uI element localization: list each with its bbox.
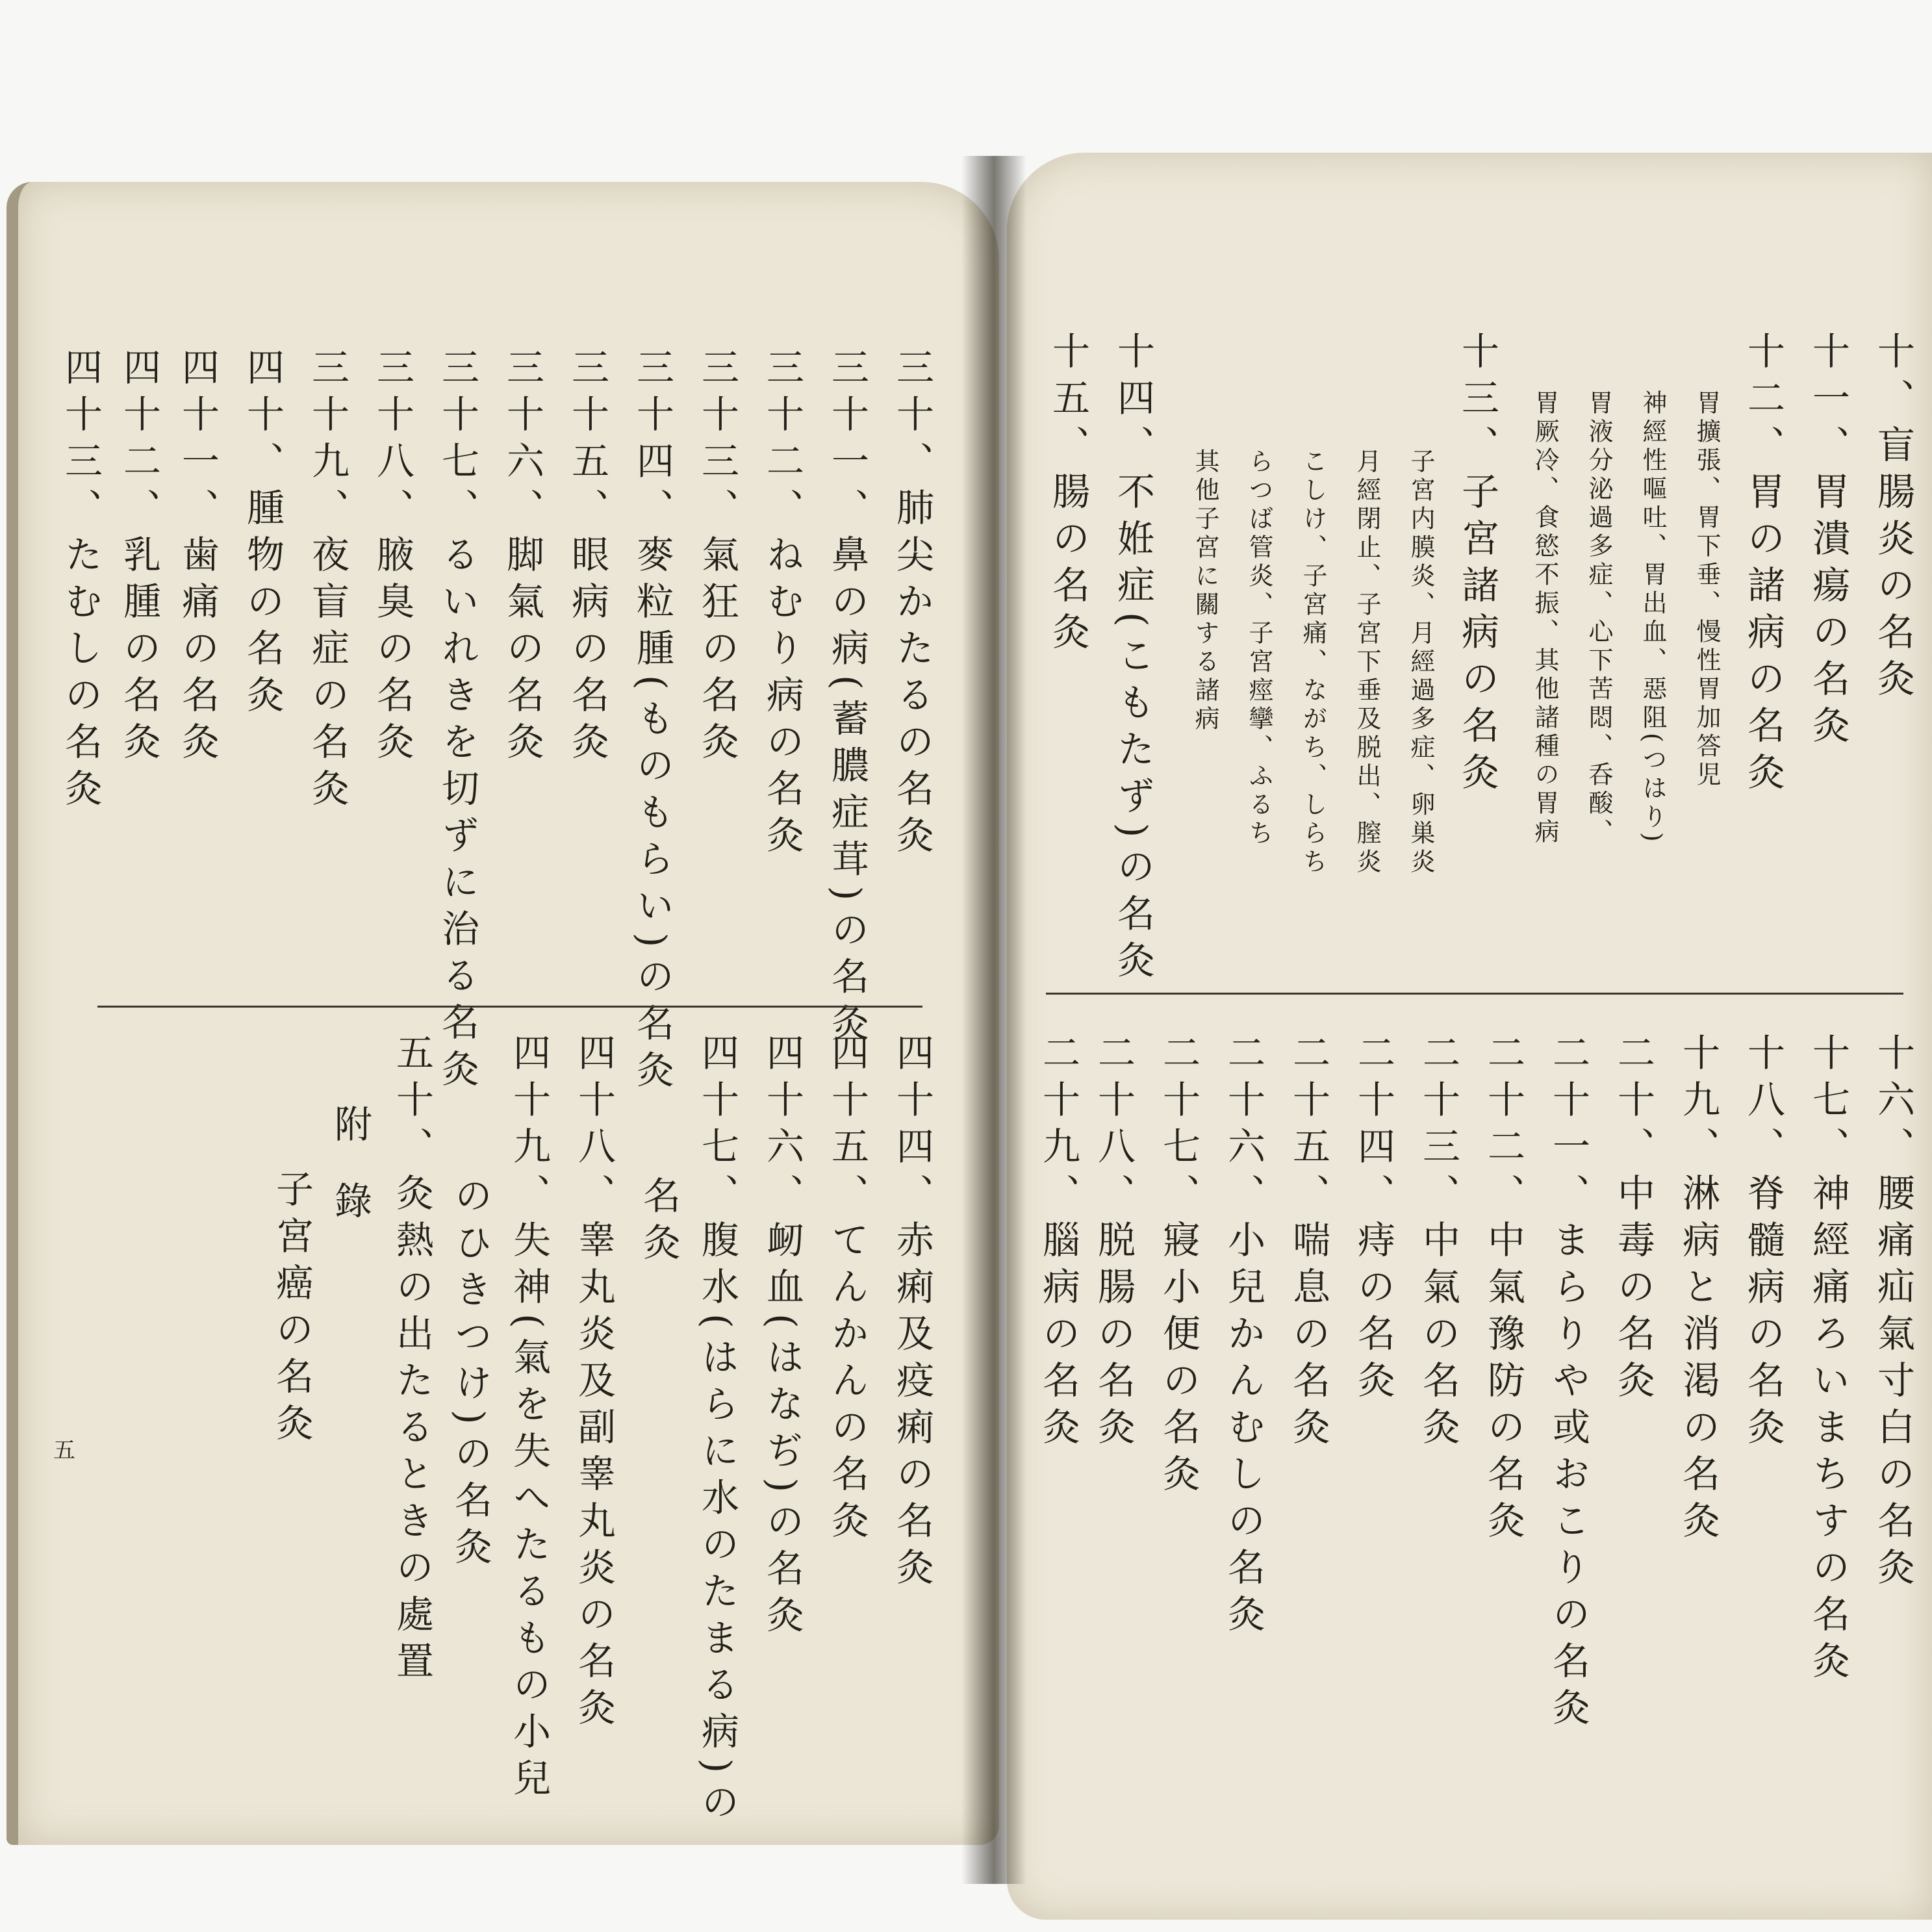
entry-line: 四十三、たむしの名灸 <box>58 348 103 815</box>
entry-line: 三十二、ねむり病の名灸 <box>760 348 804 862</box>
entry-line: 四十一、歯痛の名灸 <box>175 348 220 769</box>
section-divider <box>1046 993 1903 995</box>
entry-line: 二十一、まらりや或おこりの名灸 <box>1546 1033 1590 1735</box>
entry-line: 十二、胃の諸病の名灸 <box>1741 331 1785 799</box>
sub-entry-line: 胃厥冷、食慾不振、其他諸種の胃病 <box>1531 390 1559 847</box>
entry-line: 名灸 <box>637 1176 681 1269</box>
entry-line: 三十六、脚氣の名灸 <box>500 348 544 769</box>
entry-line: 三十九、夜盲症の名灸 <box>305 348 350 815</box>
entry-line: のひきつけ)の名灸 <box>448 1176 492 1574</box>
sub-entry-line: 其他子宮に關する諸病 <box>1191 448 1219 734</box>
entry-line: 二十九、腦病の名灸 <box>1036 1033 1080 1454</box>
entry-line: 十六、腰痛疝氣寸白の名灸 <box>1871 1033 1915 1594</box>
entry-line: 三十四、麥粒腫(ものもらい)の名灸 <box>630 348 674 1097</box>
sub-entry-line: らつば管炎、子宮痙攣、ふるち <box>1245 448 1273 848</box>
entry-line: 二十五、喘息の名灸 <box>1286 1033 1330 1454</box>
entry-line: 十、盲腸炎の名灸 <box>1871 331 1915 705</box>
entry-line: 三十一、鼻の病(蓄膿症茸)の名灸 <box>825 348 869 1050</box>
entry-line: 二十六、小兒かんむしの名灸 <box>1221 1033 1265 1641</box>
entry-line: 三十三、氣狂の名灸 <box>695 348 739 769</box>
entry-line: 三十五、眼病の名灸 <box>565 348 609 769</box>
entry-line: 四十七、腹水(はらに水のたまる病)の <box>695 1033 739 1829</box>
sub-entry-line: 子宮内膜炎、月經過多症、卵巣炎 <box>1406 448 1435 877</box>
entry-line: 二十三、中氣の名灸 <box>1416 1033 1460 1454</box>
entry-line: 十七、神經痛ろいまちすの名灸 <box>1806 1033 1850 1688</box>
sub-entry-line: 神經性嘔吐、胃出血、惡阻(つはり) <box>1638 390 1667 846</box>
entry-line: 十四、不姙症(こもたず)の名灸 <box>1111 331 1155 987</box>
entry-line: 十九、淋病と消渇の名灸 <box>1676 1033 1720 1547</box>
sub-entry-line: こしけ、子宮痛、ながち、しらち <box>1299 448 1327 877</box>
entry-line: 二十八、脱腸の名灸 <box>1091 1033 1136 1454</box>
entry-line: 十五、腸の名灸 <box>1046 331 1090 659</box>
entry-line: 三十八、腋臭の名灸 <box>370 348 414 769</box>
entry-line: 四十八、睾丸炎及副睾丸炎の名灸 <box>572 1033 616 1735</box>
entry-line: 子宮癌の名灸 <box>270 1169 314 1450</box>
entry-line: 四十九、失神(氣を失へたるもの小兒 <box>507 1033 551 1805</box>
entry-line: 十一、胃潰瘍の名灸 <box>1806 331 1850 752</box>
entry-line: 二十二、中氣豫防の名灸 <box>1481 1033 1525 1547</box>
appendix-heading: 附錄 <box>328 1104 372 1258</box>
entry-line: 四十六、衂血(はなぢ)の名灸 <box>760 1033 804 1642</box>
entry-line: 二十、中毒の名灸 <box>1611 1033 1655 1407</box>
entry-line: 四十二、乳腫の名灸 <box>117 348 161 769</box>
entry-line: 四十四、赤痢及疫痢の名灸 <box>890 1033 934 1594</box>
entry-line: 十三、子宮諸病の名灸 <box>1455 331 1499 799</box>
entry-line: 三十七、るいれきを切ずに治る名灸 <box>435 348 479 1096</box>
section-divider <box>97 1006 922 1008</box>
entry-line: 四十五、てんかんの名灸 <box>825 1033 869 1547</box>
entry-line: 十八、脊髓病の名灸 <box>1741 1033 1785 1454</box>
entry-line: 三十、肺尖かたるの名灸 <box>890 348 934 862</box>
page-number: 五 <box>53 1438 75 1464</box>
sub-entry-line: 月經閉止、子宮下垂及脱出、膣炎 <box>1353 448 1381 877</box>
entry-line: 四十、腫物の名灸 <box>240 348 285 722</box>
entry-line: 二十四、痔の名灸 <box>1351 1033 1395 1407</box>
sub-entry-line: 胃擴張、胃下垂、慢性胃加答児 <box>1692 390 1721 790</box>
entry-line: 五十、灸熱の出たるときの處置 <box>390 1033 434 1688</box>
entry-line: 二十七、寢小便の名灸 <box>1156 1033 1201 1501</box>
book-spine <box>961 156 1026 1884</box>
sub-entry-line: 胃液分泌過多症、心下苦悶、呑酸、 <box>1584 390 1613 847</box>
